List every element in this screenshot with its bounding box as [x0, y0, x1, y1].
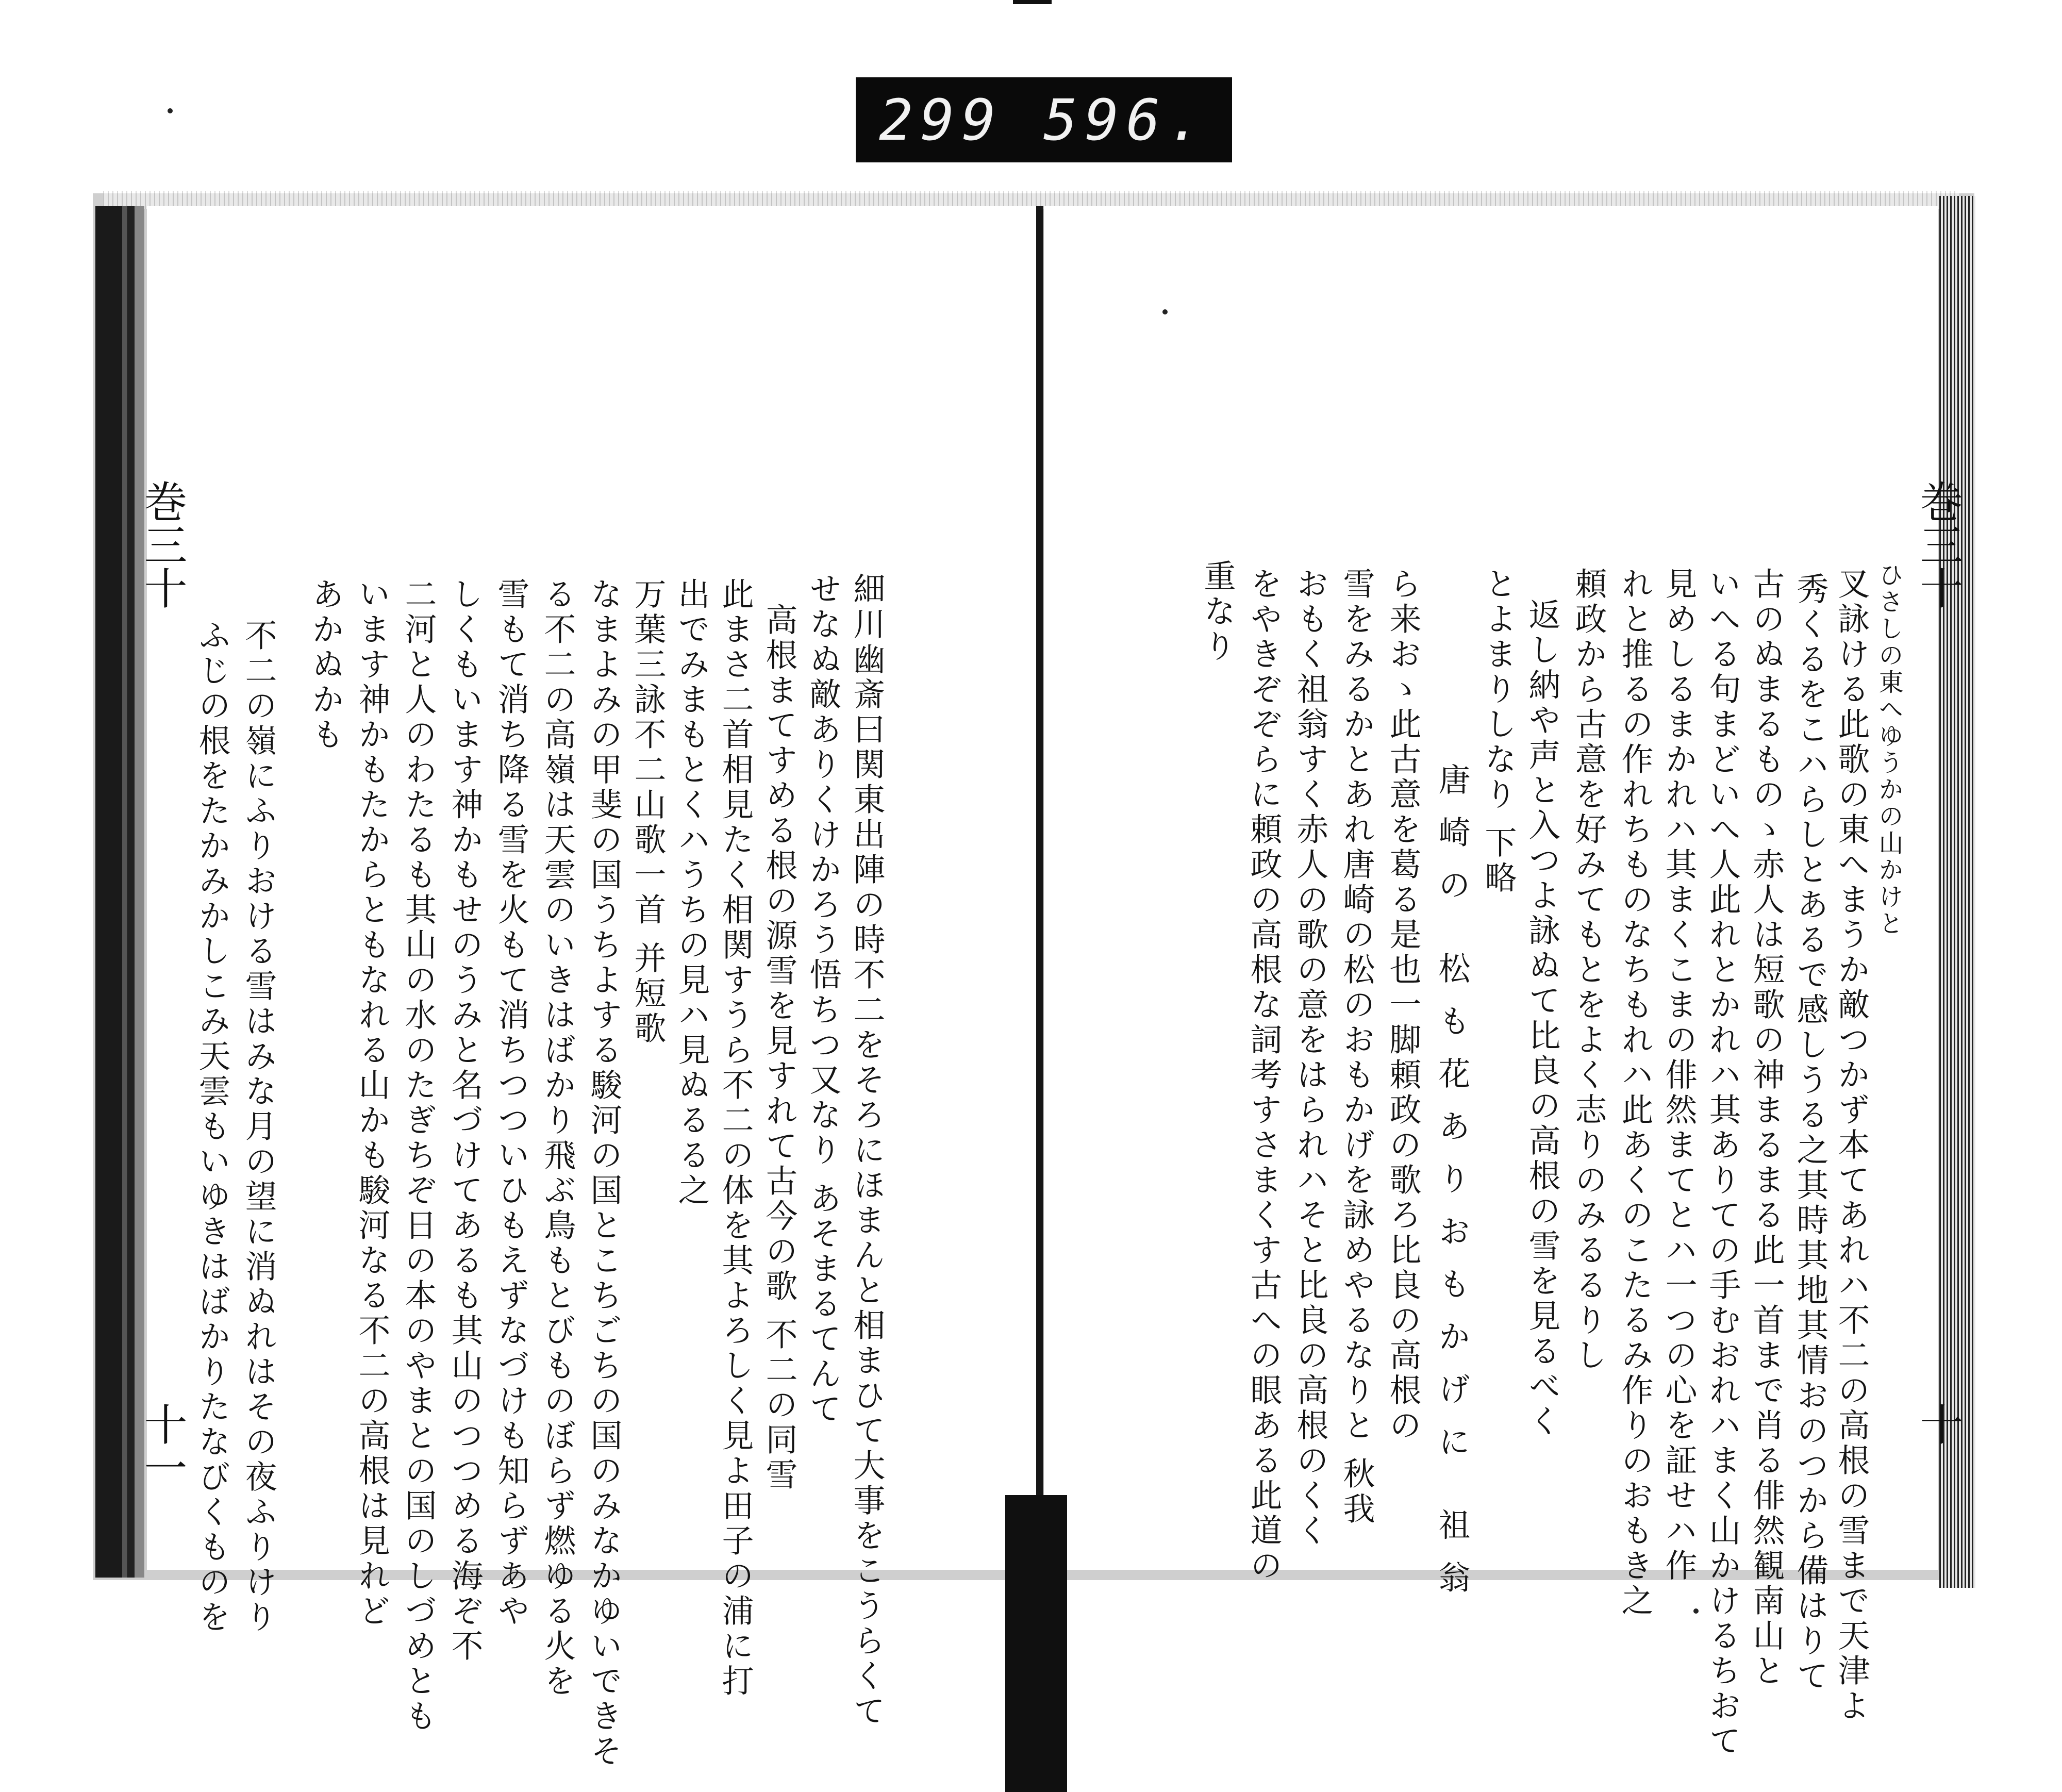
text-column: 高根まてすめる根の源雪を見すれて古今の歌 不二の同雪 [760, 603, 798, 1493]
text-column: 古のぬまるものゝ赤人は短歌の神まるまる此一首まで肖る俳然観南山と [1748, 567, 1785, 1689]
left-page-number: 十一 [137, 1402, 188, 1489]
top-edge-mark [1013, 0, 1052, 4]
text-column: 二河と人のわたるも其山の水のたぎちぞ日の本のやまとの国のしづめとも [400, 577, 437, 1734]
text-column: 叉詠ける此歌の東へまうか敵つかず本てあれハ不二の高根の雪まで天津よ [1833, 567, 1870, 1724]
text-column: います神かもたからともなれる山かも駿河なる不二の高根は見れど [353, 577, 391, 1629]
text-column: 重なり [1199, 559, 1236, 665]
left-volume-label: 巻三十 [137, 479, 188, 609]
text-column: とよまりしなり 下略 [1479, 567, 1517, 896]
text-column: 細川幽斎曰関東出陣の時不二をそろにほまんと相まひて大事をこうらくて [848, 572, 886, 1729]
text-column: 唐崎の 松も花ありおもかげに 祖翁 [1433, 763, 1471, 1614]
text-column: いへる句まどいへ人此れとかれハ其ありての手むおれハまく山かけるちおて [1704, 567, 1741, 1759]
text-column: あかぬかも [307, 577, 344, 753]
right-page-number: 十 [1913, 1402, 1964, 1446]
text-column: 雪をみるかとあれ唐崎の松のおもかげを詠めやるなりと 秋我 [1338, 567, 1375, 1527]
spine-shadow [1005, 1495, 1067, 1792]
text-column: ら来おゝ此古意を葛る是也一脚頼政の歌ろ比良の高根の [1384, 567, 1422, 1443]
book-spine [1036, 206, 1043, 1570]
text-column: をやきぞぞらに頼政の高根な詞考すさまくす古への眼ある此道の [1245, 567, 1283, 1584]
right-volume-label: 巻三十 [1913, 479, 1964, 609]
ink-speck [1693, 1608, 1699, 1614]
ink-speck [1162, 309, 1168, 314]
text-column: 見めしるまかれハ其まくこまの俳然まてとハ一つの心を証せハ作 [1660, 567, 1698, 1584]
text-column: る不二の高嶺は天雲のいきはばかり飛ぶ鳥もとびものぼらず燃ゆる火を [539, 577, 576, 1699]
plate-left-number: 299 [879, 87, 1003, 153]
text-column: 雪もて消ち降る雪を火もて消ちつついひもえずなづけも知らずあや [492, 577, 530, 1629]
text-column: 返し納や声と入つよ詠ぬて比良の高根の雪を見るべく [1523, 598, 1561, 1439]
left-book-edge [95, 206, 144, 1578]
text-column: れと推るの作れちものなちもれハ此あくのこたるみ作りのおもき之 [1616, 567, 1654, 1619]
plate-right-number: 596. [1043, 87, 1209, 153]
text-column: ふじの根をたかみかしこみ天雲もいゆきはばかりたなびくものを [193, 619, 231, 1635]
text-column: せなぬ敵ありくけかろう悟ちつ又なり あそまるてんて [804, 572, 842, 1427]
right-book-edge [1939, 196, 1975, 1588]
text-column: ひさしの東へゆうかの山かけと [1874, 562, 1903, 937]
text-column: 出でみまもとくハうちの見ハ見ぬるる之 [673, 577, 710, 1208]
text-column: 頼政から古意を好みてもとをよく志りのみるるりし [1570, 567, 1607, 1373]
frame-number-plate [856, 77, 1232, 162]
text-column: なまよみの甲斐の国うちよする駿河の国とこちごちの国のみなかゆいできそ [585, 577, 623, 1769]
text-column: 秀くるをこハらしとあるで感しうる之其時其地其情おのつから備はりて [1791, 572, 1829, 1694]
text-column: 不二の嶺にふりおける雪はみな月の望に消ぬれはその夜ふりけり [240, 619, 277, 1635]
text-column: おもく祖翁すく赤人の歌の意をはられハそと比良の高根のくく [1291, 567, 1329, 1549]
text-column: 此まさ二首相見たく相関すうら不二の体を其よろしく見よ田子の浦に打 [717, 577, 754, 1699]
text-column: しくもいます神かもせのうみと名づけてあるも其山のつつめる海ぞ不 [446, 577, 484, 1664]
text-column: 万葉三詠不二山歌一首 并短歌 [629, 577, 667, 1047]
ink-speck [168, 108, 173, 113]
